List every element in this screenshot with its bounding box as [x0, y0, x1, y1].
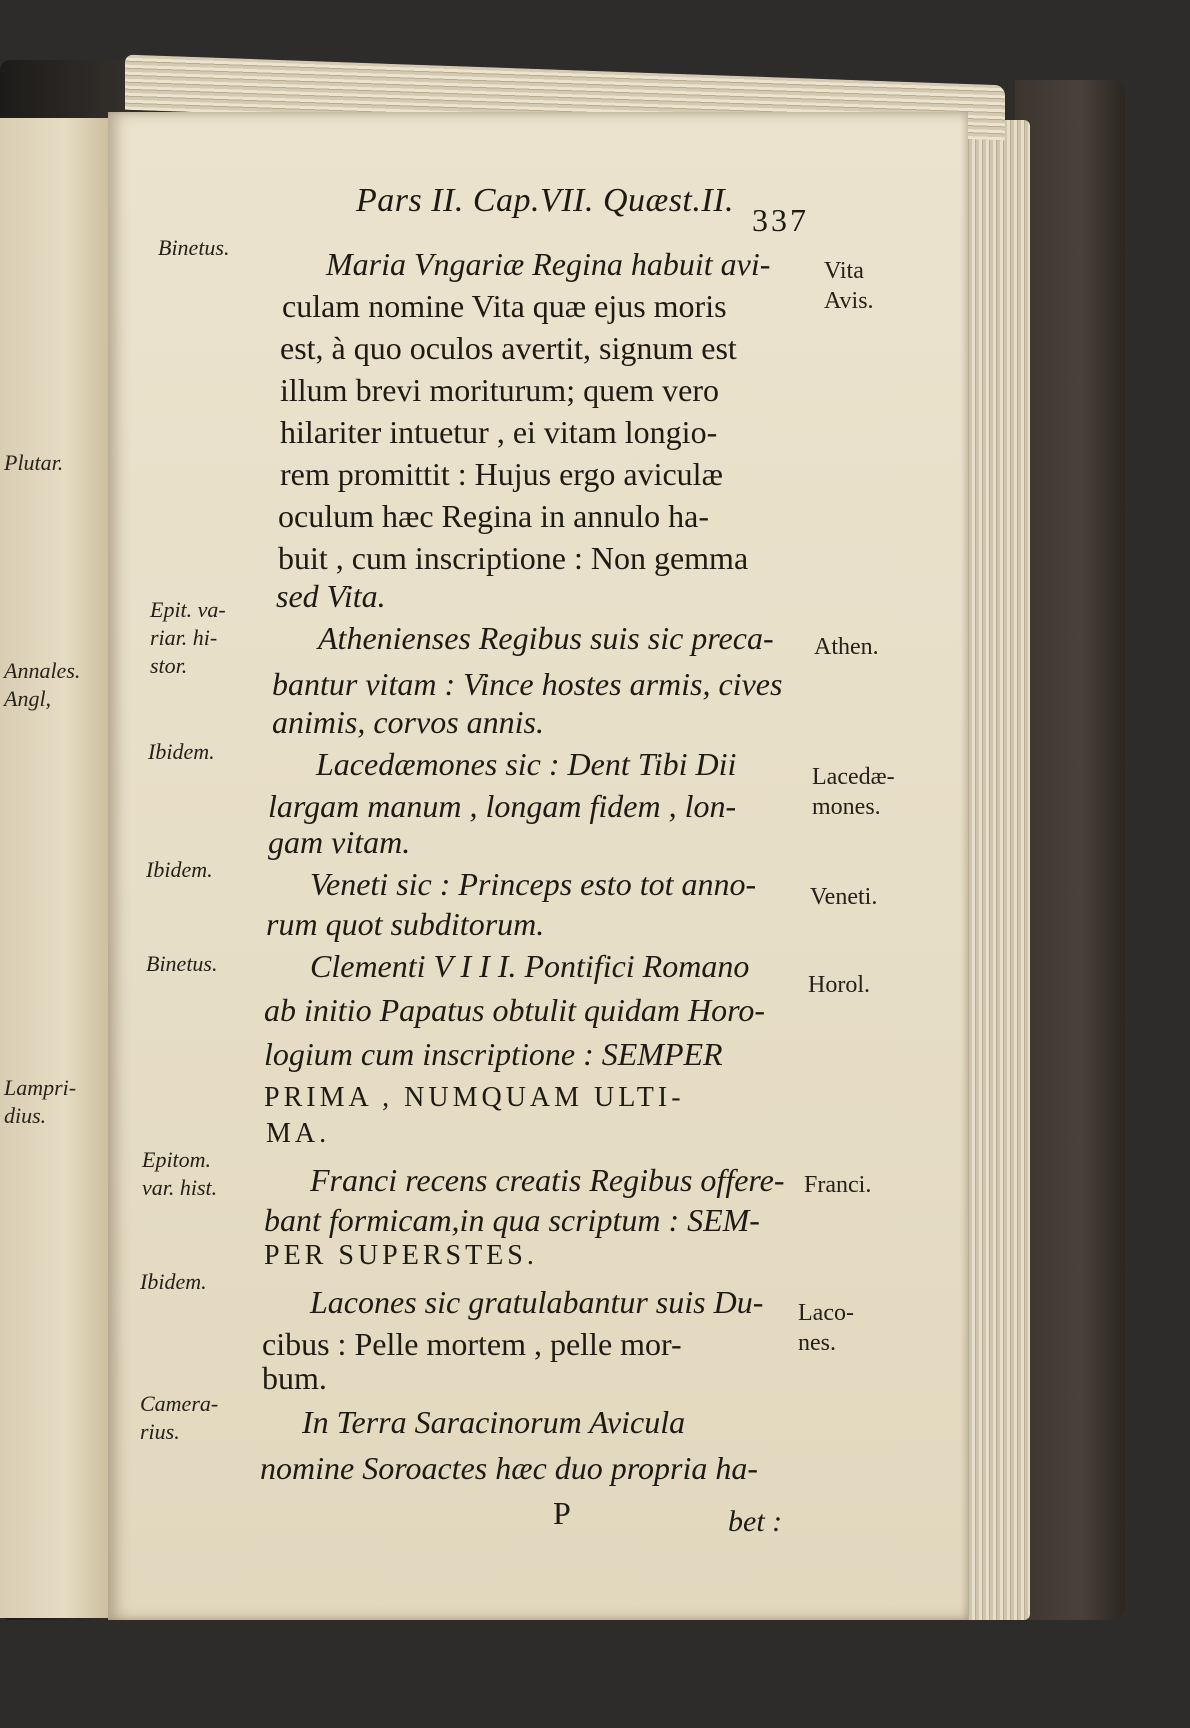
catchword: bet :	[728, 1505, 783, 1538]
prev-margin-note: Plutar.	[4, 450, 64, 475]
prev-margin-note: Angl,	[4, 686, 52, 711]
text-line: Veneti sic : Princeps esto tot anno-	[310, 866, 757, 902]
left-margin-note: Binetus.	[146, 951, 218, 976]
prev-margin-note: Lampri-	[4, 1075, 77, 1100]
text-line: animis, corvos annis.	[272, 704, 544, 740]
right-margin-note: Laco- nes.	[798, 1300, 854, 1356]
text-line: est, à quo oculos avertit, signum est	[280, 330, 737, 366]
running-title: Pars II. Cap.VII. Quæst.II.	[356, 182, 735, 219]
text-line: In Terra Saracinorum Avicula	[302, 1404, 686, 1440]
text-line: bant formicam,in qua scriptum : SEM-	[264, 1202, 760, 1238]
signature-mark: P	[553, 1495, 571, 1531]
text-line: sed Vita.	[276, 578, 386, 614]
right-margin-note: Athen.	[814, 634, 879, 660]
text-line: logium cum inscriptione : SEMPER	[264, 1036, 723, 1072]
prev-margin-note: dius.	[4, 1103, 47, 1128]
text-line: largam manum , longam fidem , lon-	[268, 788, 737, 824]
left-margin-note: Camera- rius.	[140, 1391, 219, 1444]
text-line: Lacones sic gratulabantur suis Du-	[310, 1284, 764, 1320]
previous-page-edge	[0, 118, 110, 1618]
left-margin-note: Binetus.	[158, 235, 230, 260]
text-line: illum brevi moriturum; quem vero	[280, 372, 720, 408]
text-line: buit , cum inscriptione : Non gemma	[278, 540, 749, 576]
right-margin-note: Franci.	[804, 1172, 872, 1198]
prev-margin-note: Annales.	[4, 658, 81, 683]
right-margin-note: Lacedæ- mones.	[812, 764, 895, 820]
text-line: PRIMA , NUMQUAM ULTI-	[264, 1082, 685, 1113]
text-line: Clementi V I I I. Pontifici Romano	[310, 948, 750, 984]
text-line: Franci recens creatis Regibus offere-	[310, 1162, 785, 1198]
right-margin-note: Veneti.	[810, 884, 878, 910]
text-line: ab initio Papatus obtulit quidam Horo-	[264, 992, 766, 1028]
text-line: cibus : Pelle mortem , pelle mor-	[262, 1326, 682, 1362]
right-margin-note: Horol.	[808, 972, 870, 998]
left-margin-note: Epit. va- riar. hi- stor.	[150, 597, 226, 678]
text-line: rum quot subditorum.	[266, 906, 545, 942]
right-margin-note: Vita Avis.	[824, 258, 874, 314]
text-line: nomine Soroactes hæc duo propria ha-	[260, 1450, 759, 1486]
text-line: MA.	[266, 1118, 331, 1149]
text-line: bum.	[262, 1360, 327, 1396]
left-margin-note: Ibidem.	[146, 857, 213, 882]
text-line: Athenienses Regibus suis sic preca-	[318, 620, 774, 656]
text-line: rem promittit : Hujus ergo aviculæ	[280, 456, 723, 492]
left-margin-note: Epitom. var. hist.	[142, 1147, 218, 1200]
right-cover	[1015, 80, 1125, 1620]
left-margin-note: Ibidem.	[148, 739, 215, 764]
text-line: bantur vitam : Vince hostes armis, cives	[272, 666, 783, 702]
text-line: culam nomine Vita quæ ejus moris	[282, 288, 727, 324]
text-line: PER SUPERSTES.	[264, 1240, 538, 1271]
text-line: gam vitam.	[268, 824, 411, 860]
text-line: Lacedæmones sic : Dent Tibi Dii	[316, 746, 737, 782]
text-line: oculum hæc Regina in annulo ha-	[278, 498, 710, 534]
left-margin-note: Ibidem.	[140, 1269, 207, 1294]
page-number: 337	[752, 202, 809, 238]
text-line: Maria Vngariæ Regina habuit avi-	[326, 246, 771, 282]
text-line: hilariter intuetur , ei vitam longio-	[280, 414, 718, 450]
